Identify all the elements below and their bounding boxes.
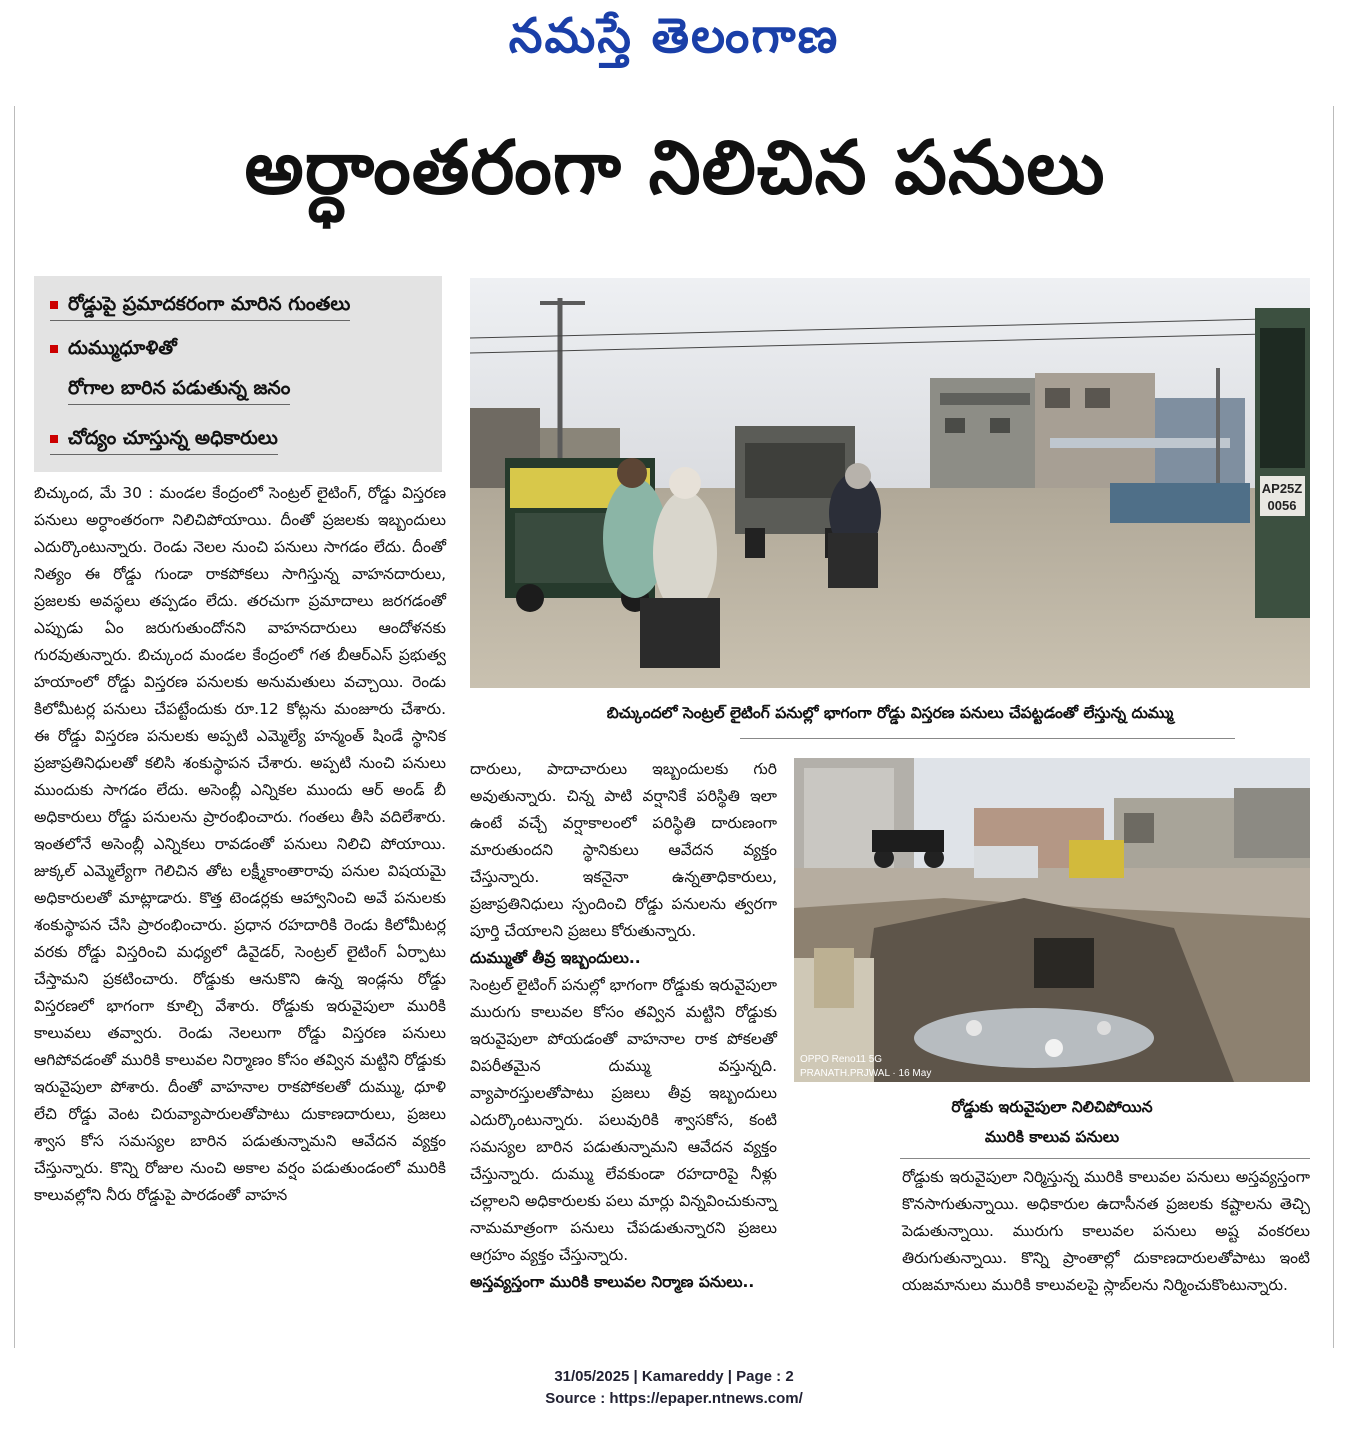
highlight-item: దుమ్ముధూళితో: [50, 334, 177, 364]
caption-divider: [900, 1158, 1310, 1159]
highlight-item: చోద్యం చూస్తున్న అధికారులు: [50, 424, 278, 455]
highlight-item-continued: రోగాల బారిన పడుతున్న జనం: [68, 374, 290, 405]
column2-paragraph-1: దారులు, పాదాచారులు ఇబ్బందులకు గురి అవుతున్నారు. చిన్న పాటి వర్షానికే పరిస్థితి ఇలా ఉంటే వచ్చే వర్షాకాలంలో పరిస్థితి దారుణంగా మారుతుందని స్థానికులు ఆవేదన వ్యక్తం చేస్తున్నారు. ఇకనైనా ఉన్నతాధికారులు, ప్రజాప్రతినిధులు స్పందించి రోడ్డు పనులను త్వరగా పూర్తి చేయాలని ప్రజలు కోరుతున్నారు.: [470, 760, 777, 940]
article-column-3: రోడ్డుకు ఇరువైపులా నిర్మిస్తున్న మురికి కాలువల పనులు అస్తవ్యస్తంగా కొనసాగుతున్నాయి. అధికారుల ఉదాసీనత ప్రజలకు కష్టాలను తెచ్చి పెడుతున్నాయి. మురుగు కాలువల పనులు అష్ట వంకరలు తిరుగుతున్నాయి. కొన్ని ప్రాంతాల్లో దుకాణదారులతోపాటు ఇంటి యజమానులు మురికి కాలువలపై స్లాబ్‌లను నిర్మించుకొంటున్నారు.: [902, 1168, 1310, 1294]
photo-drain-illustration: [794, 758, 1310, 1082]
caption-drain-line1: రోడ్డుకు ఇరువైపులా నిలిచిపోయిన: [951, 1098, 1153, 1116]
masthead: [0, 8, 1348, 76]
highlights-box: [34, 276, 442, 472]
footer-source: Source : https://epaper.ntnews.com/: [545, 1390, 803, 1407]
newspaper-logo: నమస్తే తెలంగాణ: [508, 8, 840, 64]
photo-drain-works: [794, 758, 1310, 1082]
headline: అర్ధాంతరంగా నిలిచిన పనులు: [244, 125, 1106, 211]
bullet-icon: [50, 345, 58, 353]
highlight-item: రోడ్డుపై ప్రమాదకరంగా మారిన గుంతలు: [50, 290, 350, 321]
bus-number-plate-line1: AP25Z: [1261, 481, 1303, 496]
footer-date-edition: 31/05/2025 | Kamareddy | Page : 2: [554, 1368, 794, 1385]
caption-underline: [740, 738, 1235, 739]
photo-road-illustration: [470, 278, 1310, 688]
photo-dusty-road: [470, 278, 1310, 688]
column2-paragraph-2: సెంట్రల్ లైటింగ్ పనుల్లో భాగంగా రోడ్డుకు ఇరువైపులా మురుగు కాలువల కోసం తవ్విన మట్టిని రోడ్డుకు ఇరువైపులా పోయడంతో వాహనాల రాక పోకలతో విపరీతమైన దుమ్ము వస్తున్నది. వ్యాపారస్తులతోపాటు ప్రజలు తీవ్ర ఇబ్బందులు ఎదుర్కొంటున్నారు. పలువురికి శ్వాసకోస, కంటి సమస్యల బారిన పడుతున్నామని ఆవేదన వ్యక్తం చేస్తున్నారు. దుమ్ము లేవకుండా రహదారిపై నీళ్లు చల్లాలని అధికారులకు పలు మార్లు విన్నవించుకున్నా నామమాత్రంగా పనులు చేపడుతున్నారని ప్రజలు ఆగ్రహం వ్యక్తం చేస్తున్నారు.: [470, 976, 777, 1264]
caption-drain-line2: మురికి కాలువ పనులు: [984, 1128, 1120, 1146]
photo-caption-drain: [794, 1092, 1310, 1152]
bullet-icon: [50, 301, 58, 309]
subheading-drains: అస్తవ్యస్తంగా మురికి కాలువల నిర్మాణ పనులు..: [470, 1273, 755, 1291]
photo-watermark-line1: OPPO Reno11 5G: [800, 1054, 883, 1065]
photo-watermark-line2: PRANATH.PRJWAL · 16 May: [800, 1068, 932, 1079]
subheading-dust: దుమ్ముతో తీవ్ర ఇబ్బందులు..: [470, 949, 641, 967]
article-column-1: బిచ్కుంద, మే 30 : మండల కేంద్రంలో సెంట్రల్ లైటింగ్, రోడ్డు విస్తరణ పనులు అర్ధాంతరంగా నిలిచిపోయాయి. దీంతో ప్రజలకు ఇబ్బందులు ఎదుర్కొంటున్నారు. రెండు నెలల నుంచి పనులు సాగడం లేదు. దీంతో నిత్యం ఈ రోడ్డు గుండా రాకపోకలు సాగిస్తున్న వాహనదారులు, ప్రజలకు అవస్థలు తప్పడం లేదు. తరచుగా ప్రమాదాలు జరగడంతో ఎప్పుడు ఏం జరుగుతుందోనని వాహనదారులు ఆందోళనకు గురవుతున్నారు. బిచ్కుంద మండల కేంద్రంలో గత బీఆర్ఎస్ ప్రభుత్వ హయాంలో రోడ్డు విస్తరణ పనులకు అనుమతులు వచ్చాయి. రెండు కిలోమీటర్ల పనులు చేపట్టేందుకు రూ.12 కోట్లను మంజూరు చేశారు. ఈ రోడ్డు విస్తరణ పనులకు అప్పటి ఎమ్మెల్యే హన్మంత్ షిండే స్థానిక ప్రజాప్రతినిధులతో కలిసి శంకుస్థాపన చేశారు. అప్పటి నుంచి పనులు ముందుకు సాగడం లేదు. అసెంబ్లీ ఎన్నికల ముందు ఆర్ అండ్ బీ అధికారులు రోడ్డు పనులను ప్రారంభించారు. గంతలు తీసి వదిలేశారు. ఇంతలోనే అసెంబ్లీ ఎన్నికలు రావడంతో పనులు నిలిచి పోయాయి. జుక్కల్ ఎమ్మెల్యేగా గెలిచిన తోట లక్ష్మీకాంతారావు పనుల విషయమై అధికారులతో మాట్లాడారు. కొత్త టెండర్లకు ఆహ్వానించి అవే పనులకు శంకుస్థాపన చేసి ప్రారంభించారు. ప్రధాన రహదారికి రెండు కిలోమీటర్ల వరకు రోడ్డు విస్తరించి మధ్యలో డివైడర్, సెంట్రల్ లైటింగ్ ఏర్పాటు చేస్తామని ప్రకటించారు. రోడ్డుకు ఆనుకొని ఉన్న ఇండ్లను రోడ్డు విస్తరణలో భాగంగా కూల్చి వేశారు. రోడ్డుకు ఇరువైపులా మురికి కాలువలు తవ్వారు. రెండు నెలలుగా రోడ్డు విస్తరణ పనులు ఆగిపోవడంతో మురికి కాలువల నిర్మాణం కోసం తవ్విన మట్టిని రోడ్డుకు ఇరువైపులా పోశారు. దీంతో వాహనాల రాకపోకలతో దుమ్ము, ధూళి లేచి రోడ్డు వెంట చిరువ్యాపారులతోపాటు దుకాణదారులు, ప్రజలు శ్వాస కోస సమస్యల బారిన పడుతున్నామని ఆవేదన వ్యక్తం చేస్తున్నారు. కొన్ని రోజుల నుంచి అకాల వర్షం పడుతుండంలో మురికి కాలువల్లోని నీరు రోడ్డుపై పారడంతో వాహన: [34, 484, 446, 1204]
bullet-icon: [50, 435, 58, 443]
photo-caption-road: బిచ్కుందలో సెంట్రల్ లైటింగ్ పనుల్లో భాగంగా రోడ్డు విస్తరణ పనులు చేపట్టడంతో లేస్తున్న దుమ్ము: [606, 704, 1174, 722]
article-column-2: [470, 756, 777, 1356]
bus-number-plate-line2: 0056: [1267, 498, 1297, 513]
